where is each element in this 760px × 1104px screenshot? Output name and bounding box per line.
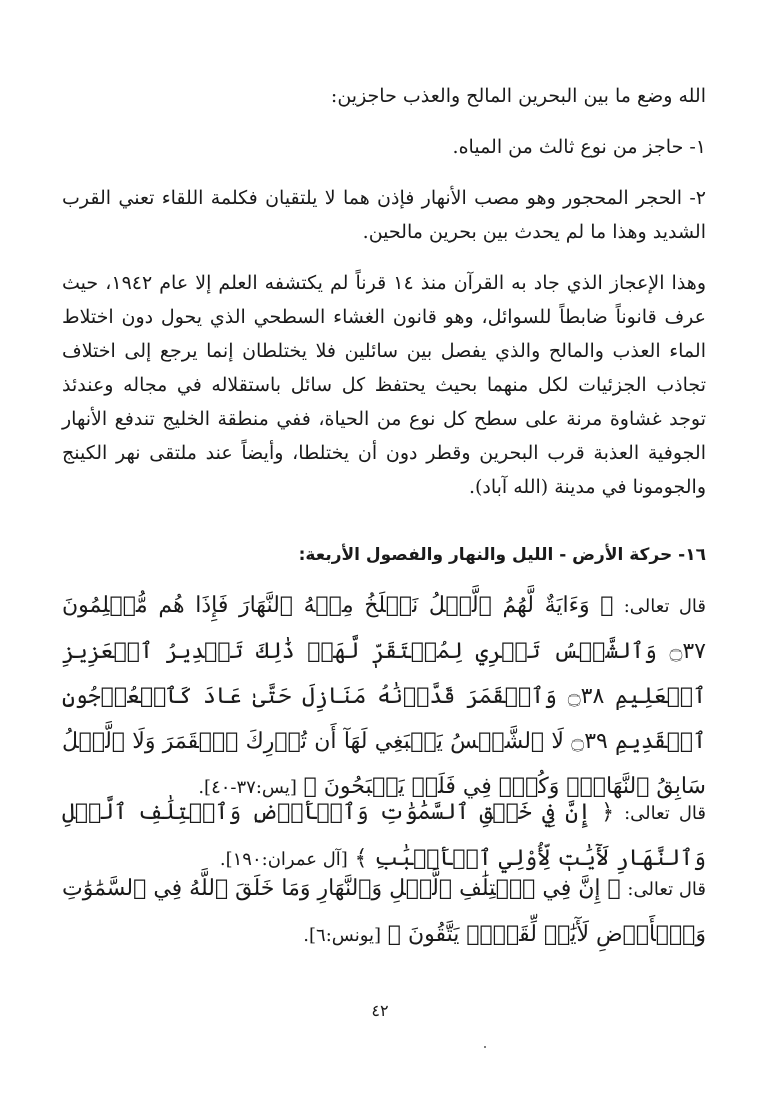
verse-intro: قال تعالى: bbox=[623, 596, 706, 617]
verse-intro: قال تعالى: bbox=[624, 803, 706, 824]
verse-reference: [يس:٣٧-٤٠]. bbox=[198, 777, 297, 798]
verse-reference: [آل عمران:١٩٠]. bbox=[219, 849, 348, 870]
paragraph-barrier-two: ٢- الحجر المحجور وهو مصب الأنهار فإذن هما لا يلتقيان فكلمة اللقاء تعني القرب الشديد وهذا ما لم يحدث بين بحرين مالحين. bbox=[62, 187, 706, 243]
quran-verse-text: ﴿ إِنَّ فِي ٱخۡتِلَٰفِ ٱلَّيۡلِ وَٱلنَّهَارِ وَمَا خَلَقَ ٱللَّهُ فِي ٱلسَّمَٰوَٰتِ وَٱلۡأَرۡضِ لَأٓيَٰتٖ لِّقَوۡمٖ يَتَّقُونَ ﴾ bbox=[62, 876, 706, 947]
verse-yasin bbox=[62, 583, 706, 810]
paragraph-barrier-one: ١- حاجز من نوع ثالث من المياه. bbox=[452, 136, 706, 158]
section-heading: ١٦- حركة الأرض - الليل والنهار والفصول الأربعة: bbox=[298, 545, 706, 565]
verse-yunus bbox=[62, 866, 706, 958]
page-number: ٤٢ bbox=[371, 1001, 389, 1020]
verse-reference: [يونس:٦]. bbox=[303, 925, 382, 946]
scan-speck bbox=[484, 1046, 486, 1048]
quran-verse-text: ﴿ إِنَّ فِي خَلۡقِ ٱلسَّمَٰوَٰتِ وَٱلۡأَرۡضِ وَٱخۡتِلَٰفِ ٱلَّيۡلِ وَٱلنَّهَارِ لَأٓيَٰتٖ لِّأُوْلِي ٱلۡأَلۡبَٰبِ ﴾ bbox=[62, 800, 706, 871]
verse-intro: قال تعالى: bbox=[627, 879, 706, 900]
paragraph-scientific-miracle: وهذا الإعجاز الذي جاد به القرآن منذ ١٤ قرناً لم يكتشفه العلم إلا عام ١٩٤٢، حيث عرف قانوناً ضابطاً للسوائل، وهو قانون الغشاء السطحي الذي يحول دون اختلاط الماء العذب والمالح والذي يفصل بين سائلين فلا يختلطان إنما يرجع إلى اختلاف تجاذب الجزئيات لكل منهما بحيث يحتفظ كل سائل باستقلاله في مجاله وعندئذ توجد غشاوة مرنة على سطح كل نوع من الحياة، ففي منطقة الخليج تندفع الأنهار الجوفية العذبة قرب البحرين وقطر دون أن يختلطا، وأيضاً عند ملتقى نهر الكينج والجومونا في مدينة (الله آباد). bbox=[62, 272, 706, 498]
quran-verse-text: ﴿ وَءَايَةٌ لَّهُمُ ٱلَّيۡلُ نَسۡلَخُ مِنۡهُ ٱلنَّهَارَ فَإِذَا هُم مُّظۡلِمُونَ ۝٣٧ وَٱلشَّمۡسُ تَجۡرِي لِمُسۡتَقَرّٖ لَّهَاۚ ذَٰلِكَ تَقۡدِيرُ ٱلۡعَزِيزِ ٱلۡعَلِيمِ ۝٣٨ وَٱلۡقَمَرَ قَدَّرۡنَٰهُ مَنَازِلَ حَتَّىٰ عَادَ كَٱلۡعُرۡجُونِ ٱلۡقَدِيمِ ۝٣٩ لَا ٱلشَّمۡسُ يَنۢبَغِي لَهَآ أَن تُدۡرِكَ ٱلۡقَمَرَ وَلَا ٱلَّيۡلُ سَابِقُ ٱلنَّهَارِۚ وَكُلّٞ فِي فَلَكٖ يَسۡبَحُونَ ﴾ bbox=[62, 593, 707, 799]
paragraph-barriers-intro: الله وضع ما بين البحرين المالح والعذب حاجزين: bbox=[330, 85, 706, 107]
